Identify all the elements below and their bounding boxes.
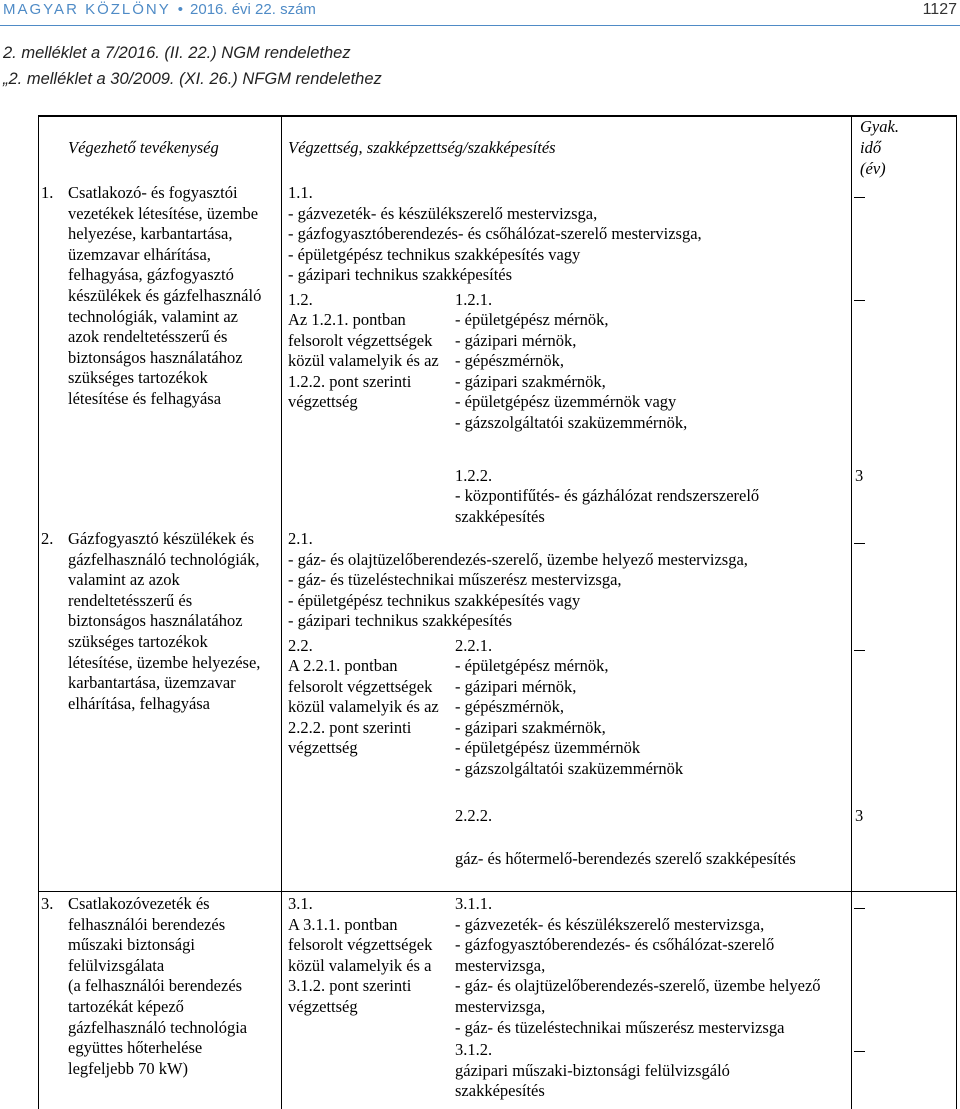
qualification-line: 1.2.: [288, 290, 313, 309]
activity-line: technológiák, valamint az: [68, 307, 238, 326]
qualification-line: felsorolt végzettségek: [288, 935, 433, 954]
activity-line: műszaki biztonsági: [68, 935, 195, 954]
qualification-line: mestervizsga,: [455, 956, 546, 975]
issue-label: 2016. évi 22. szám: [190, 1, 316, 18]
activity-line: Gázfogyasztó készülékek és: [68, 529, 255, 548]
row-number: 3.: [41, 894, 54, 913]
qualification-line: 3.1.2. pont szerinti: [288, 976, 412, 995]
header-separator: •: [177, 1, 184, 18]
activity-line: készülékek és gázfelhasználó: [68, 286, 262, 305]
header-practice-line: (év): [860, 159, 886, 178]
qualification-line: - gázszolgáltatói szaküzemmérnök: [455, 759, 684, 778]
qualification-line: gáz- és hőtermelő-berendezés szerelő szakképesítés: [455, 849, 796, 868]
activity-line: gázfelhasználó technológiák,: [68, 550, 260, 569]
activity-line: létesítése, üzembe helyezése,: [68, 653, 261, 672]
qualification-line: - gázipari szakmérnök,: [455, 372, 606, 391]
qualification-table: [38, 115, 957, 1109]
qualification-line: 3.1.: [288, 894, 313, 913]
qualification-line: 1.2.2.: [455, 466, 493, 485]
qualification-line: - gáz- és olajtüzelőberendezés-szerelő, üzembe helyező: [455, 976, 821, 995]
qualification-line: közül valamelyik és az: [288, 351, 439, 370]
activity-line: felhasználói berendezés: [68, 915, 226, 934]
qualification-line: 1.1.: [288, 183, 313, 202]
annex-title: 2. melléklet a 7/2016. (II. 22.) NGM rendelethez: [3, 44, 351, 62]
practice-years: 3: [855, 806, 864, 825]
column-divider-activity: [281, 116, 282, 1109]
activity-line: Csatlakozó- és fogyasztói: [68, 183, 238, 202]
qualification-line: - gáz- és olajtüzelőberendezés-szerelő, üzembe helyező mestervizsga,: [288, 550, 748, 569]
qualification-line: - gázipari mérnök,: [455, 677, 577, 696]
journal-header-left: [3, 1, 316, 18]
qualification-line: felsorolt végzettségek: [288, 677, 433, 696]
qualification-line: 1.2.2. pont szerinti: [288, 372, 412, 391]
qualification-line: - épületgépész üzemmérnök: [455, 738, 641, 757]
practice-dash: [854, 300, 865, 301]
qualification-line: - épületgépész technikus szakképesítés vagy: [288, 591, 581, 610]
activity-line: szükséges tartozékok: [68, 368, 208, 387]
practice-dash: [854, 543, 865, 544]
activity-line: elhárítása, felhagyása: [68, 694, 211, 713]
qualification-line: - gázfogyasztóberendezés- és csőhálózat-szerelő: [455, 935, 775, 954]
qualification-line: közül valamelyik és a: [288, 956, 432, 975]
header-practice-line: Gyak.: [860, 117, 899, 136]
activity-line: vezetékek létesítése, üzembe: [68, 204, 259, 223]
column-divider-practice: [851, 116, 852, 1109]
header-activity: Végezhető tevékenység: [68, 138, 219, 157]
activity-line: rendeltetésszerű és: [68, 591, 193, 610]
qualification-line: - gázszolgáltatói szaküzemmérnök,: [455, 413, 688, 432]
row-number: 2.: [41, 529, 54, 548]
row-number: 1.: [41, 183, 54, 202]
activity-line: legfeljebb 70 kW): [68, 1059, 189, 1078]
row-divider: [39, 891, 956, 892]
activity-line: biztonságos használatához: [68, 611, 243, 630]
header-rule: [0, 25, 960, 26]
journal-title: MAGYAR KÖZLÖNY: [3, 1, 171, 18]
qualification-line: 1.2.1.: [455, 290, 493, 309]
activity-line: létesítése és felhagyása: [68, 389, 222, 408]
qualification-line: A 3.1.1. pontban: [288, 915, 398, 934]
qualification-line: 2.2.2. pont szerinti: [288, 718, 412, 737]
activity-line: tartozékát képező: [68, 997, 184, 1016]
qualification-line: szakképesítés: [455, 507, 545, 526]
row-divider: [39, 116, 956, 117]
page-number: 1127: [922, 1, 957, 18]
practice-dash: [854, 650, 865, 651]
journal-header: [0, 0, 960, 26]
practice-dash: [854, 197, 865, 198]
qualification-line: - gázipari szakmérnök,: [455, 718, 606, 737]
qualification-line: 2.1.: [288, 529, 313, 548]
activity-line: üzemzavar elhárítása,: [68, 245, 211, 264]
qualification-line: szakképesítés: [455, 1081, 545, 1100]
activity-line: (a felhasználói berendezés: [68, 976, 243, 995]
activity-line: karbantartása, üzemzavar: [68, 673, 236, 692]
qualification-line: - épületgépész üzemmérnök vagy: [455, 392, 677, 411]
qualification-line: közül valamelyik és az: [288, 697, 439, 716]
qualification-line: - gáz- és tüzeléstechnikai műszerész mestervizsga,: [288, 570, 622, 589]
activity-line: gázfelhasználó technológia: [68, 1018, 248, 1037]
qualification-line: - gépészmérnök,: [455, 351, 565, 370]
qualification-line: A 2.2.1. pontban: [288, 656, 398, 675]
qualification-line: 2.2.: [288, 636, 313, 655]
qualification-line: 3.1.1.: [455, 894, 493, 913]
qualification-line: végzettség: [288, 392, 358, 411]
activity-line: azok rendeltetésszerű és: [68, 327, 228, 346]
qualification-line: 2.2.2.: [455, 806, 493, 825]
qualification-line: mestervizsga,: [455, 997, 546, 1016]
qualification-line: - központifűtés- és gázhálózat rendszerszerelő: [455, 486, 760, 505]
practice-dash: [854, 908, 865, 909]
qualification-line: - gázvezeték- és készülékszerelő mestervizsga,: [455, 915, 765, 934]
qualification-line: végzettség: [288, 997, 358, 1016]
qualification-line: 3.1.2.: [455, 1040, 493, 1059]
qualification-line: 2.2.1.: [455, 636, 493, 655]
annex-subtitle: „2. melléklet a 30/2009. (XI. 26.) NFGM rendelethez: [3, 70, 382, 88]
activity-line: Csatlakozóvezeték és: [68, 894, 210, 913]
qualification-line: - épületgépész mérnök,: [455, 656, 609, 675]
activity-line: helyezése, karbantartása,: [68, 224, 233, 243]
qualification-line: - gázfogyasztóberendezés- és csőhálózat-szerelő mestervizsga,: [288, 224, 702, 243]
qualification-line: - gázipari technikus szakképesítés: [288, 611, 513, 630]
activity-line: felhagyása, gázfogyasztó: [68, 265, 234, 284]
qualification-line: felsorolt végzettségek: [288, 331, 433, 350]
activity-line: valamint az azok: [68, 570, 180, 589]
header-practice-line: idő: [860, 138, 882, 157]
qualification-line: - gépészmérnök,: [455, 697, 565, 716]
activity-line: felülvizsgálata: [68, 956, 165, 975]
qualification-line: Az 1.2.1. pontban: [288, 310, 406, 329]
qualification-line: végzettség: [288, 738, 358, 757]
activity-line: együttes hőterhelése: [68, 1038, 203, 1057]
qualification-line: - gázvezeték- és készülékszerelő mestervizsga,: [288, 204, 598, 223]
qualification-line: - gáz- és tüzeléstechnikai műszerész mestervizsga: [455, 1018, 785, 1037]
activity-line: biztonságos használatához: [68, 348, 243, 367]
activity-line: szükséges tartozékok: [68, 632, 208, 651]
qualification-line: gázipari műszaki-biztonsági felülvizsgáló: [455, 1061, 730, 1080]
qualification-line: - gázipari technikus szakképesítés: [288, 265, 513, 284]
header-qualification: Végzettség, szakképzettség/szakképesítés: [288, 138, 556, 157]
practice-years: 3: [855, 466, 864, 485]
qualification-line: - épületgépész mérnök,: [455, 310, 609, 329]
qualification-line: - épületgépész technikus szakképesítés vagy: [288, 245, 581, 264]
practice-dash: [854, 1051, 865, 1052]
qualification-line: - gázipari mérnök,: [455, 331, 577, 350]
